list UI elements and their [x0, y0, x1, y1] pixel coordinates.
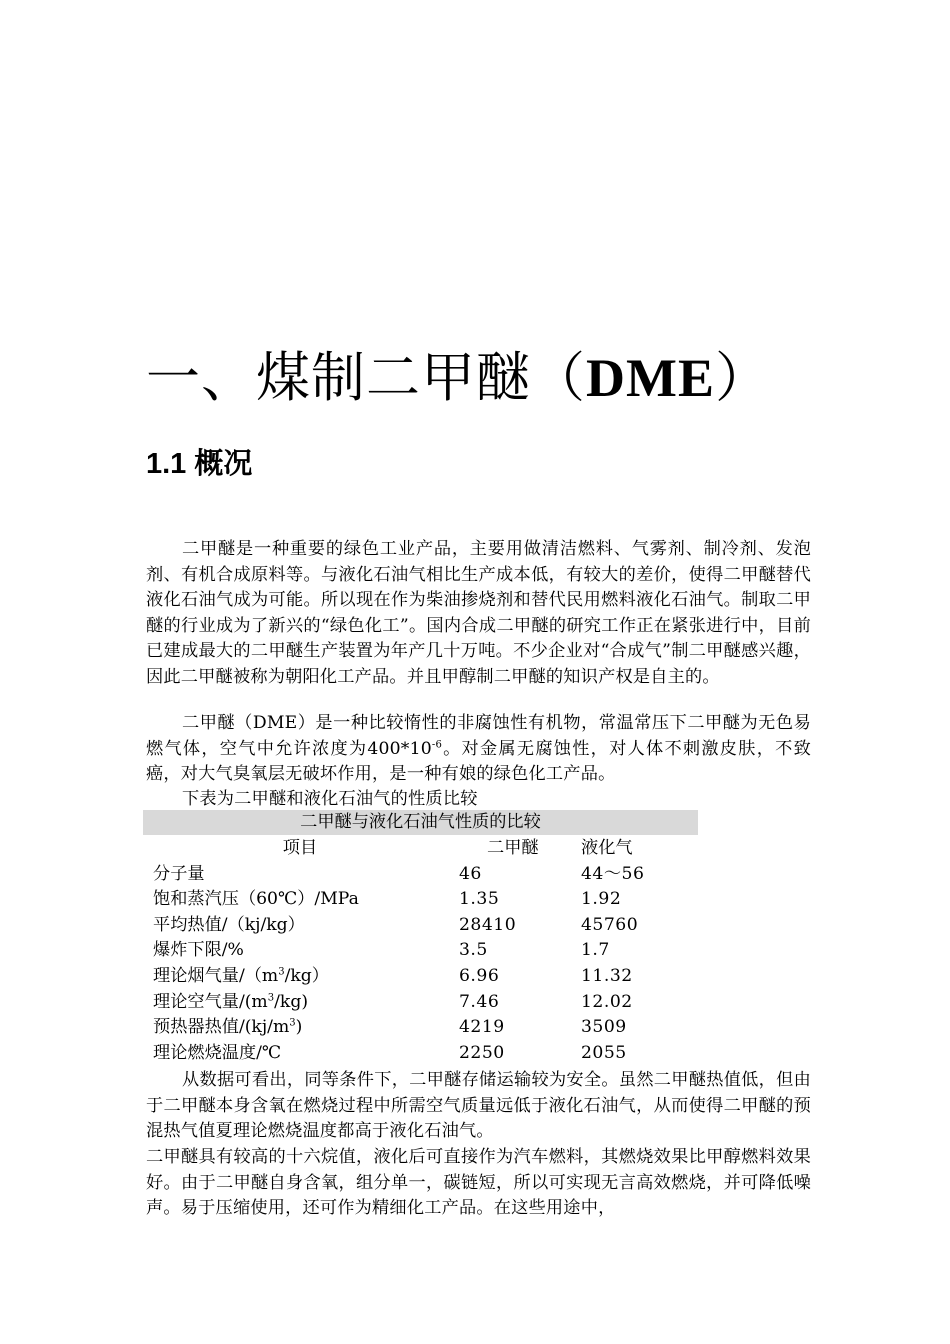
paragraph-table-intro: 下表为二甲醚和液化石油气的性质比较 — [182, 789, 478, 809]
paragraph-properties — [146, 711, 811, 788]
row-dme-value: 6.96 — [459, 965, 500, 986]
row-item-unit-end: ) — [295, 1017, 303, 1038]
header-dme: 二甲醚 — [487, 838, 539, 858]
paragraph-applications: 二甲醚具有较高的十六烷值，液化后可直接作为汽车燃料，其燃烧效果比甲醇燃料效果好。由于二甲醚自身含氧，组分单一，碳链短，所以可实现无言高效燃烧，并可降低噪声。易于压缩使用，还可作为精细化工产品。在这些用途中， — [146, 1147, 811, 1219]
chapter-title — [146, 338, 770, 418]
row-item — [143, 990, 459, 1016]
row-lpg-value: 3509 — [581, 1017, 627, 1038]
comparison-table — [143, 836, 698, 1066]
unit-exponent: 3 — [278, 966, 285, 978]
row-lpg-value: 12.02 — [581, 991, 633, 1012]
paragraph-analysis: 从数据可看出，同等条件下，二甲醚存储运输较为安全。虽然二甲醚热值低，但由于二甲醚本身含氧在燃烧过程中所需空气质量远低于液化石油气，从而使得二甲醚的预混热气值夏理论燃烧温度都高于液化石油气。 — [146, 1070, 811, 1142]
table-row — [143, 862, 698, 888]
row-item — [143, 887, 459, 913]
row-item-unit-end: /kg) — [274, 991, 309, 1012]
row-item — [143, 938, 459, 964]
row-item-label: 饱和蒸汽压（60℃）/MPa — [153, 889, 359, 910]
table-row — [143, 913, 698, 939]
table-row — [143, 990, 698, 1016]
row-item-label: 理论空气量/(m — [153, 991, 268, 1012]
chapter-title-close: ） — [714, 346, 770, 409]
row-lpg-value: 11.32 — [581, 965, 633, 986]
row-item-label: 爆炸下限/% — [153, 940, 244, 961]
row-item — [143, 1041, 459, 1067]
concentration-exponent: -6 — [431, 738, 443, 750]
table-header-row — [143, 836, 698, 862]
table-caption: 二甲醚与液化石油气性质的比较 — [143, 810, 698, 835]
row-item-unit-end: /kg） — [284, 965, 329, 986]
chapter-title-cn: 一、煤制二甲醚（ — [146, 346, 586, 409]
row-dme-value: 1.35 — [459, 889, 500, 910]
row-dme-value: 7.46 — [459, 991, 500, 1012]
row-item — [143, 862, 459, 888]
table-row — [143, 964, 698, 990]
row-lpg-value: 1.7 — [581, 940, 610, 961]
row-dme-value: 28410 — [459, 914, 517, 935]
unit-exponent: 3 — [289, 1017, 296, 1029]
paragraph-properties-text: 二甲醚（DME）是一种比较惰性的非腐蚀性有机物，常温常压下二甲醚为无色易燃气体，空气中允许浓度为400*10 — [146, 713, 811, 759]
row-item-label: 预热器热值/(kj/m — [153, 1017, 290, 1038]
unit-exponent: 3 — [267, 991, 275, 1003]
table-row — [143, 1015, 698, 1041]
row-item — [143, 1015, 459, 1041]
paragraph-overview: 二甲醚是一种重要的绿色工业产品，主要用做清洁燃料、气雾剂、制冷剂、发泡剂、有机合成原料等。与液化石油气相比生产成本低，有较大的差价，使得二甲醚替代液化石油气成为可能。所以现在作为柴油掺烧剂和替代民用燃料液化石油气。制取二甲醚的行业成为了新兴的“绿色化工”。国内合成二甲醚的研究工作正在紧张进行中，目前已建成最大的二甲醚生产装置为年产几十万吨。不少企业对“合成气”制二甲醚感兴趣，因此二甲醚被称为朝阳化工产品。并且甲醇制二甲醚的知识产权是自主的。 — [146, 539, 811, 687]
row-lpg-value: 1.92 — [581, 889, 622, 910]
table-body — [143, 862, 698, 1067]
table-row — [143, 887, 698, 913]
row-lpg-value: 2055 — [581, 1042, 627, 1063]
header-item: 项目 — [282, 838, 318, 858]
row-item-label: 分子量 — [153, 863, 205, 884]
section-title: 1.1 概况 — [146, 448, 253, 480]
row-item — [143, 964, 459, 990]
paragraph-properties-text-end: 。对金属无腐蚀性，对人体不刺激皮肤，不致癌，对大气臭氧层无破坏作用，是一种有娘的绿色化工产品。 — [146, 738, 811, 785]
row-dme-value: 46 — [459, 863, 482, 884]
row-dme-value: 4219 — [459, 1017, 505, 1038]
table-row — [143, 1041, 698, 1067]
row-item-label: 平均热值/（kj/kg） — [153, 914, 305, 935]
chapter-title-latin: DME — [586, 348, 715, 408]
row-lpg-value: 44～56 — [581, 863, 645, 884]
header-lpg: 液化气 — [581, 838, 633, 858]
row-item-label: 理论烟气量/（m — [153, 965, 279, 986]
row-dme-value: 2250 — [459, 1042, 505, 1063]
table-row — [143, 938, 698, 964]
row-lpg-value: 45760 — [581, 914, 639, 935]
row-item — [143, 913, 459, 939]
row-item-label: 理论燃烧温度/℃ — [153, 1042, 282, 1063]
row-dme-value: 3.5 — [459, 940, 488, 961]
